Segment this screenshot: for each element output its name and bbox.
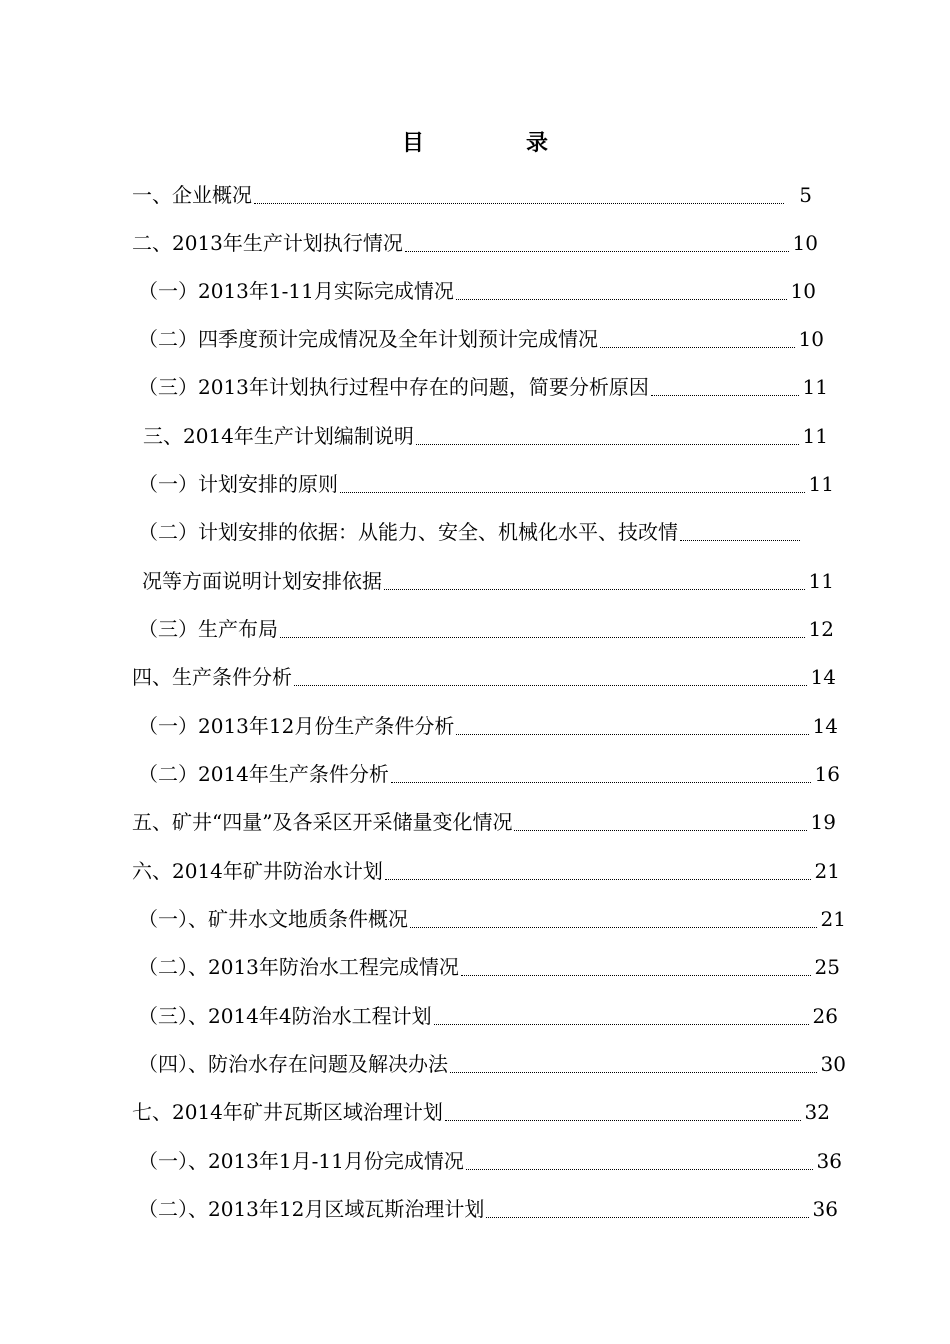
toc-entry[interactable] [143,415,828,449]
toc-entry-page: 5 [799,183,812,207]
toc-entry[interactable] [138,898,846,932]
toc-entry[interactable] [132,174,812,208]
toc-entry-page: 30 [820,1052,846,1076]
toc-entry[interactable] [138,608,834,642]
toc-entry[interactable] [138,366,828,400]
toc-entry-text: （二）2014年生产条件分析 [138,762,389,786]
toc-entry-text: （二）四季度预计完成情况及全年计划预计完成情况 [138,327,598,351]
dot-leader [651,395,799,396]
dot-leader [456,299,787,300]
dot-leader [461,975,811,976]
dot-leader [340,492,805,493]
toc-entry-text: 三、2014年生产计划编制说明 [143,424,414,448]
dot-leader [486,1217,808,1218]
toc-entry-text: 七、2014年矿井瓦斯区域治理计划 [132,1100,443,1124]
toc-entry[interactable] [138,946,840,980]
toc-entry-page: 21 [820,907,846,931]
toc-entry[interactable] [138,753,840,787]
toc-entry-text: （一）、矿井水文地质条件概况 [138,907,408,931]
toc-entry[interactable] [138,1043,846,1077]
toc-entry-text: （二）、2013年12月区域瓦斯治理计划 [138,1197,485,1221]
dot-leader [456,734,808,735]
toc-entry[interactable] [132,222,818,256]
dot-leader [294,685,807,686]
dot-leader [416,444,799,445]
toc-entry-page: 32 [804,1100,830,1124]
toc-entry-text: （一）2013年12月份生产条件分析 [138,714,455,738]
toc-entry[interactable] [138,995,838,1029]
toc-entry-page: 11 [808,472,834,496]
toc-entry[interactable] [142,560,834,594]
dot-leader [385,879,811,880]
toc-entry-page: 26 [812,1004,838,1028]
toc-entry-page: 36 [816,1149,842,1173]
toc-entry-page: 10 [790,279,816,303]
toc-entry[interactable] [132,1091,830,1125]
toc-entry[interactable] [132,801,836,835]
toc-entry-text: 况等方面说明计划安排依据 [142,569,382,593]
toc-entry-text: （三）2013年计划执行过程中存在的问题，简要分析原因 [138,375,649,399]
toc-entry-text: （三）生产布局 [138,617,278,641]
toc-entry-page: 21 [814,859,840,883]
toc-entry[interactable] [132,656,836,690]
dot-leader [514,830,806,831]
toc-title: 目 录 [401,130,588,156]
toc-entry[interactable] [138,1140,842,1174]
toc-entry-text: （一）2013年1-11月实际完成情况 [138,279,454,303]
toc-entry[interactable] [138,511,800,545]
toc-entry-text: （四）、防治水存在问题及解决办法 [138,1052,448,1076]
dot-leader [466,1169,813,1170]
toc-entry-page: 10 [792,231,818,255]
dot-leader [410,927,817,928]
toc-entry-page: 12 [808,617,834,641]
toc-entry-text: 四、生产条件分析 [132,665,292,689]
toc-entry-text: （一）计划安排的原则 [138,472,338,496]
toc-entry-page: 11 [808,569,834,593]
dot-leader [384,589,805,590]
dot-leader [445,1120,801,1121]
dot-leader [280,637,805,638]
toc-entry-page: 14 [810,665,836,689]
toc-entry-text: 二、2013年生产计划执行情况 [132,231,403,255]
toc-entry[interactable] [138,318,824,352]
toc-entry-page: 14 [812,714,838,738]
toc-entry[interactable] [138,1188,838,1222]
toc-entry-text: 五、矿井“四量”及各采区开采储量变化情况 [132,810,513,834]
dot-leader [391,782,811,783]
toc-entry-page: 11 [802,375,828,399]
dot-leader [600,347,795,348]
toc-entry[interactable] [138,705,838,739]
toc-entry-text: 一、企业概况 [132,183,252,207]
toc-entry-page: 25 [814,955,840,979]
dot-leader [405,251,789,252]
toc-entry-page: 10 [798,327,824,351]
toc-entry-text: （二）计划安排的依据：从能力、安全、机械化水平、技改情 [138,520,678,544]
toc-entry-page: 16 [814,762,840,786]
dot-leader [254,203,784,204]
dot-leader [450,1072,817,1073]
toc-entry[interactable] [138,463,834,497]
toc-entry-text: （三）、2014年4防治水工程计划 [138,1004,432,1028]
dot-leader [434,1024,809,1025]
toc-entry-page: 36 [812,1197,838,1221]
toc-entry-text: （二）、2013年防治水工程完成情况 [138,955,459,979]
toc-entry-page: 19 [810,810,836,834]
dot-leader [680,540,800,541]
toc-entry-text: （一）、2013年1月-11月份完成情况 [138,1149,464,1173]
toc-entry-page: 11 [802,424,828,448]
toc-entry[interactable] [138,270,816,304]
toc-entry-text: 六、2014年矿井防治水计划 [132,859,383,883]
toc-entry[interactable] [132,850,840,884]
